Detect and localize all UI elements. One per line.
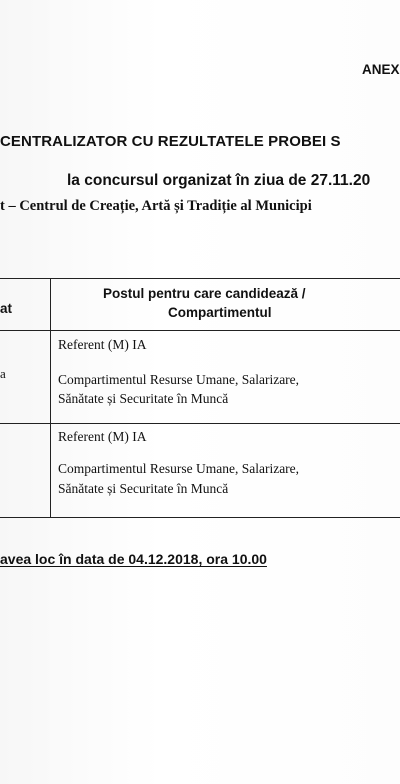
department-line1: Compartimentul Resurse Umane, Salarizare,	[58, 461, 300, 476]
document-title: CENTRALIZATOR CU REZULTATELE PROBEI S	[0, 133, 341, 150]
table-cell-left: a	[0, 366, 6, 381]
table-column-divider	[50, 278, 51, 517]
annex-label: ANEX	[362, 62, 400, 77]
institution-name: t – Centrul de Creație, Artă și Tradiție al Municipi	[0, 198, 312, 214]
column-header-position-line2: Compartimentul	[168, 305, 272, 320]
position-title: Referent (M) IA	[58, 337, 147, 352]
table-border-top	[0, 278, 400, 279]
interview-schedule-note: avea loc în data de 04.12.2018, ora 10.00	[0, 551, 267, 567]
table-border-bottom	[0, 517, 400, 518]
department-line1: Compartimentul Resurse Umane, Salarizare,	[58, 372, 300, 387]
table-row-divider	[0, 423, 400, 424]
department-line2: Sănătate și Securitate în Muncă	[58, 481, 229, 496]
department-line2: Sănătate și Securitate în Muncă	[58, 391, 229, 406]
column-header-position-line1: Postul pentru care candidează /	[103, 286, 306, 301]
table-header-divider	[0, 330, 400, 331]
column-header-left: at	[0, 301, 13, 316]
position-title: Referent (M) IA	[58, 429, 147, 444]
document-subtitle: la concursul organizat în ziua de 27.11.20	[67, 172, 371, 189]
